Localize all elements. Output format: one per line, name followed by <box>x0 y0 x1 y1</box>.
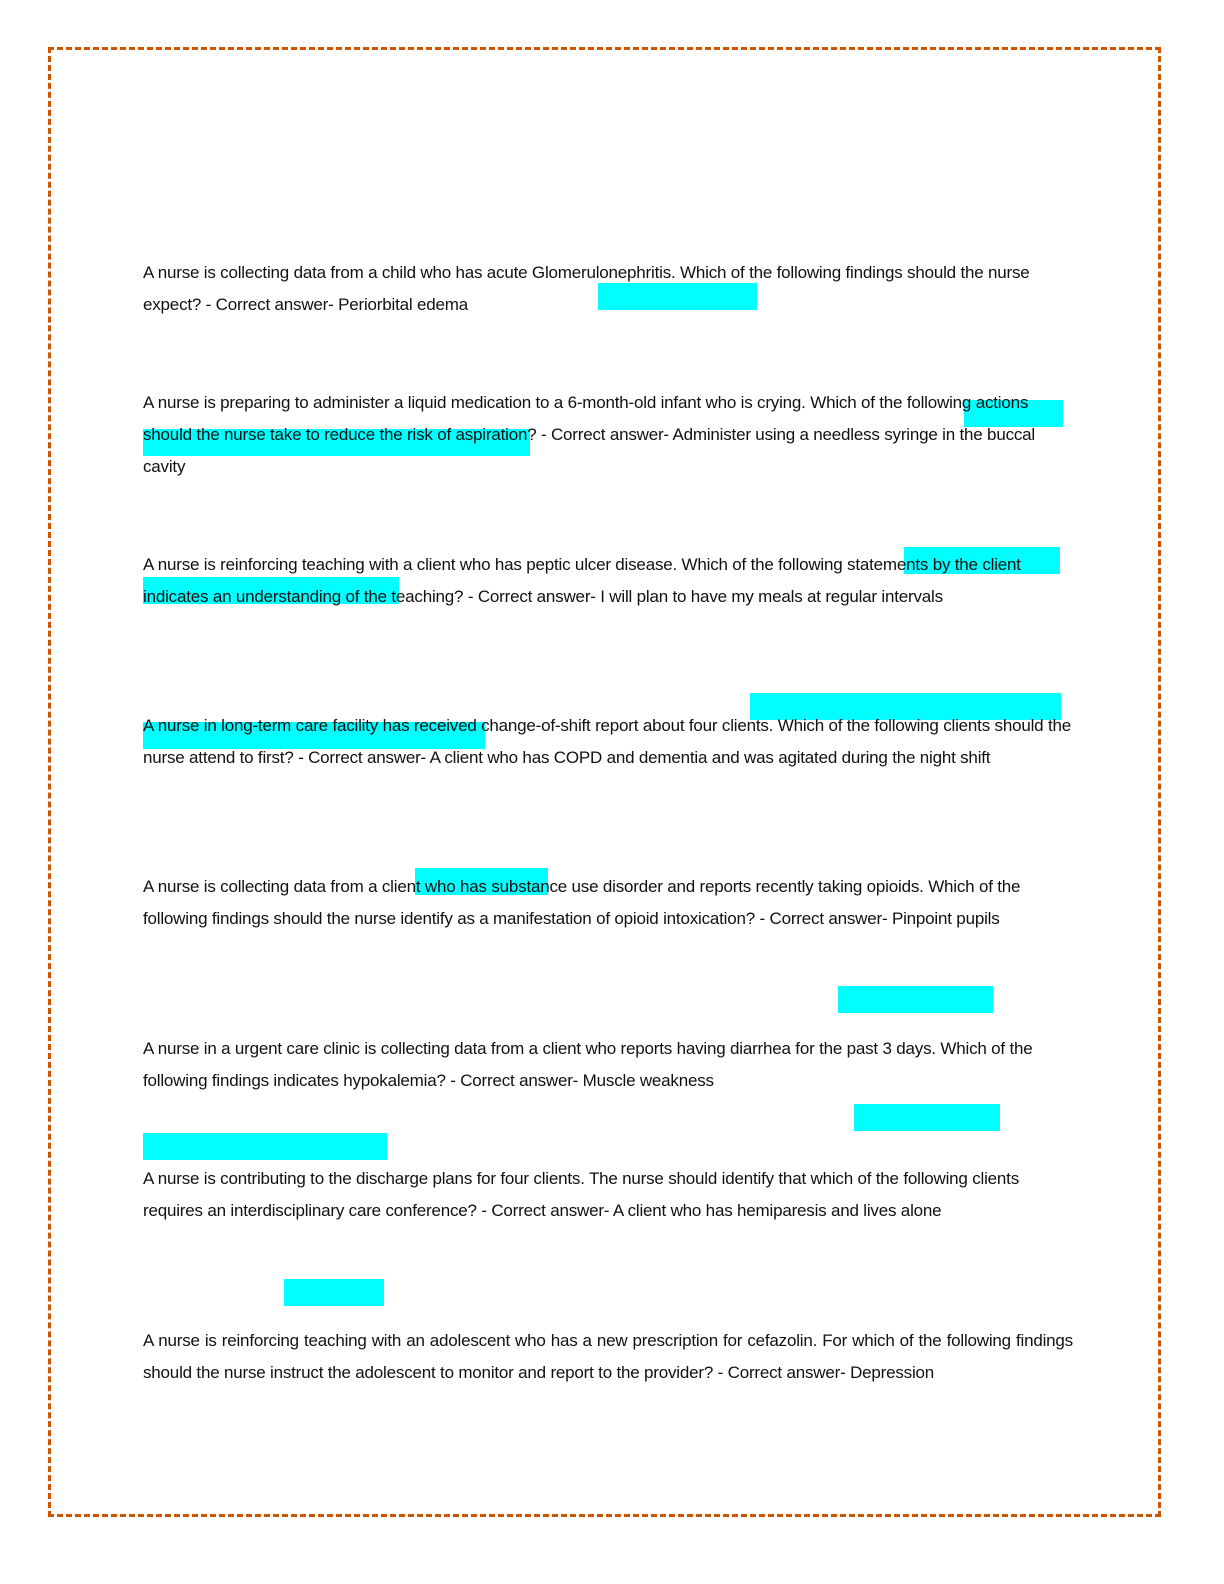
answer-prefix: - Correct answer- <box>445 1071 583 1090</box>
answer-text: Muscle weakness <box>582 1071 714 1090</box>
answer-text: Pinpoint pupils <box>891 909 1000 928</box>
question-text: A nurse is collecting data from a client who has substance use disorder and reports recently taking opioids. Which of the following findings should the nurse identify as a manifestation of opioid intoxication? <box>143 877 1021 928</box>
answer-text: A client who has COPD and dementia and was agitated during the night shift <box>429 748 991 767</box>
answer-prefix: - Correct answer- <box>463 587 601 606</box>
answer-prefix: - Correct answer- <box>536 425 673 444</box>
qa-item-5 <box>143 871 1073 935</box>
answer-text: I will plan to have my meals at regular intervals <box>600 587 943 606</box>
answer-text: A client who has hemiparesis and lives alone <box>612 1201 942 1220</box>
answer-prefix: - Correct answer- <box>755 909 892 928</box>
answer-text: Periorbital edema <box>338 295 468 314</box>
highlight-mark <box>143 1133 387 1160</box>
question-text: A nurse is contributing to the discharge plans for four clients. The nurse should identify that which of the following clients requires an interdisciplinary care conference? <box>143 1169 1019 1220</box>
highlight-mark <box>284 1279 384 1306</box>
question-text: A nurse is preparing to administer a liquid medication to a 6-month-old infant who is crying. Which of the following actions should the nurse take to reduce the risk of aspiration? <box>143 393 1029 444</box>
qa-item-4 <box>143 710 1073 774</box>
question-text: A nurse is collecting data from a child who has acute Glomerulonephritis. Which of the following findings should the nurse expect? <box>143 263 1030 314</box>
qa-item-6 <box>143 1033 1073 1097</box>
qa-item-8 <box>143 1325 1073 1389</box>
highlight-mark <box>854 1104 1000 1131</box>
answer-text: Depression <box>850 1363 935 1382</box>
qa-item-7 <box>143 1163 1073 1227</box>
qa-item-3 <box>143 549 1073 613</box>
answer-prefix: - Correct answer- <box>201 295 339 314</box>
answer-prefix: - Correct answer- <box>476 1201 613 1220</box>
answer-prefix: - Correct answer- <box>293 748 430 767</box>
question-text: A nurse in long-term care facility has received change-of-shift report about four clients. Which of the following clients should the nurse attend to first? <box>143 716 1071 767</box>
answer-prefix: - Correct answer- <box>713 1363 851 1382</box>
question-text: A nurse is reinforcing teaching with a client who has peptic ulcer disease. Which of the following statements by the client indicates an understanding of the teaching? <box>143 555 1021 606</box>
answer-text: Administer using a needless syringe in the buccal cavity <box>143 425 1035 476</box>
question-text: A nurse in a urgent care clinic is collecting data from a client who reports having diarrhea for the past 3 days. Which of the following findings indicates hypokalemia? <box>143 1039 1033 1090</box>
question-text: A nurse is reinforcing teaching with an adolescent who has a new prescription for cefazolin. For which of the following findings should the nurse instruct the adolescent to monitor and report to the provider? <box>143 1331 1073 1382</box>
highlight-mark <box>838 986 993 1013</box>
qa-item-1 <box>143 257 1073 321</box>
qa-item-2 <box>143 387 1073 483</box>
